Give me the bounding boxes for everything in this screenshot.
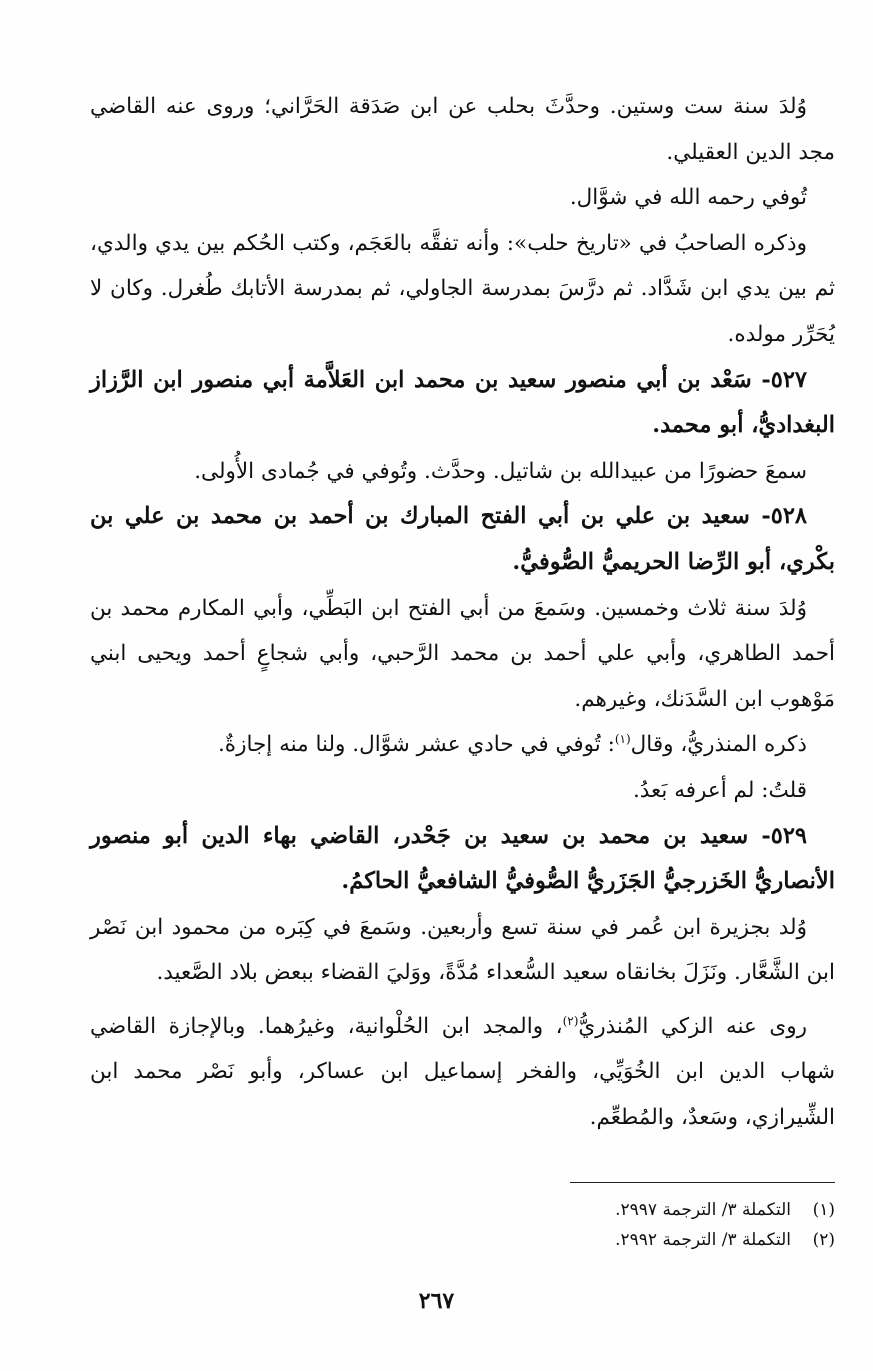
footnote-number: (١): [812, 1200, 835, 1220]
paragraph: سمعَ حضورًا من عبيدالله بن شاتيل. وحدَّث. وتُوفي في جُمادى الأُولى.: [194, 458, 807, 484]
footnote-number: (٢): [812, 1230, 835, 1250]
footnotes: [235, 1195, 835, 1255]
page-number: ٢٦٧: [418, 1288, 455, 1314]
paragraph: وذكره الصاحبُ في «تاريخ حلب»: وأنه تفقَّه بالعَجَم، وكتب الحُكم بين يدي والدي، ثم بين يدي ابن شَدَّاد. ثم درَّسَ بمدرسة الجاولي، ثم بمدرسة الأتابك طُغرل. وكان لا يُحَرِّر مولده.: [90, 230, 835, 347]
paragraph: تُوفي رحمه الله في شوَّال.: [569, 185, 807, 211]
paragraph: [90, 722, 835, 768]
entry-heading-528: ٥٢٨- سعيد بن علي بن أبي الفتح المبارك بن أحمد بن محمد بن علي بن بكْري، أبو الرِّضا الحريميُّ الصُّوفيُّ.: [90, 503, 835, 575]
paragraph: [90, 1004, 835, 1141]
footnote-text: التكملة ٣/ الترجمة ٢٩٩٢.: [615, 1230, 791, 1250]
footnote: [235, 1225, 835, 1255]
paragraph: وُلد بجزيرة ابن عُمر في سنة تسع وأربعين. وسَمعَ في كِبَره من محمود ابن نَصْر ابن الشَّعَّار. ونَزَلَ بخانقاه سعيد السُّعداء مُدَّةً، ووَليَ القضاء ببعض بلاد الصَّعيد.: [90, 914, 835, 986]
entry-heading-529: ٥٢٩- سعيد بن محمد بن سعيد بن جَحْدر، القاضي بهاء الدين أبو منصور الأنصاريُّ الخَزرجيُّ الجَزَريُّ الصُّوفيُّ الشافعيُّ الحاكمُ.: [90, 822, 835, 895]
paragraph: قلتُ: لم أعرفه بَعدُ.: [632, 777, 807, 803]
paragraph: وُلدَ سنة ثلاث وخمسين. وسَمعَ من أبي الفتح ابن البَطِّي، وأبي المكارم محمد بن أحمد الطاهري، وأبي علي أحمد بن محمد الرَّحبي، وأبي شجاعٍ أحمد ويحيى ابني مَوْهوب ابن السَّدَنك، وغيرهم.: [90, 595, 835, 712]
text-run: ذكره المنذريُّ، وقال: [630, 732, 807, 758]
paragraph: وُلدَ سنة ست وستين. وحدَّثَ بحلب عن ابن صَدَقة الحَرَّاني؛ وروى عنه القاضي مجد الدين العقيلي.: [90, 94, 835, 165]
footnote-divider: [570, 1182, 835, 1183]
text-run: روى عنه الزكي المُنذريُّ: [578, 1013, 807, 1039]
main-text: [90, 84, 835, 1141]
entry-heading-527: ٥٢٧- سَعْد بن أبي منصور سعيد بن محمد ابن العَلاَّمة أبي منصور ابن الرَّزاز البغداديُّ، أبو محمد.: [90, 366, 835, 439]
text-run: ، والمجد ابن الحُلْوانية، وغيرُهما. وبالإجازة القاضي شهاب الدين ابن الخُوَيِّي، والفخر إسماعيل ابن عساكر، وأبو نَصْر محمد ابن الشِّيرازي، وسَعدٌ، والمُطعِّم.: [90, 1013, 835, 1131]
footnote-ref: (٢): [562, 1013, 579, 1028]
text-run: : تُوفي في حادي عشر شوَّال. ولنا منه إجازةٌ.: [217, 732, 615, 758]
footnote-ref: (١): [614, 732, 631, 747]
footnote-text: التكملة ٣/ الترجمة ٢٩٩٧.: [615, 1200, 791, 1220]
footnote: [235, 1195, 835, 1225]
